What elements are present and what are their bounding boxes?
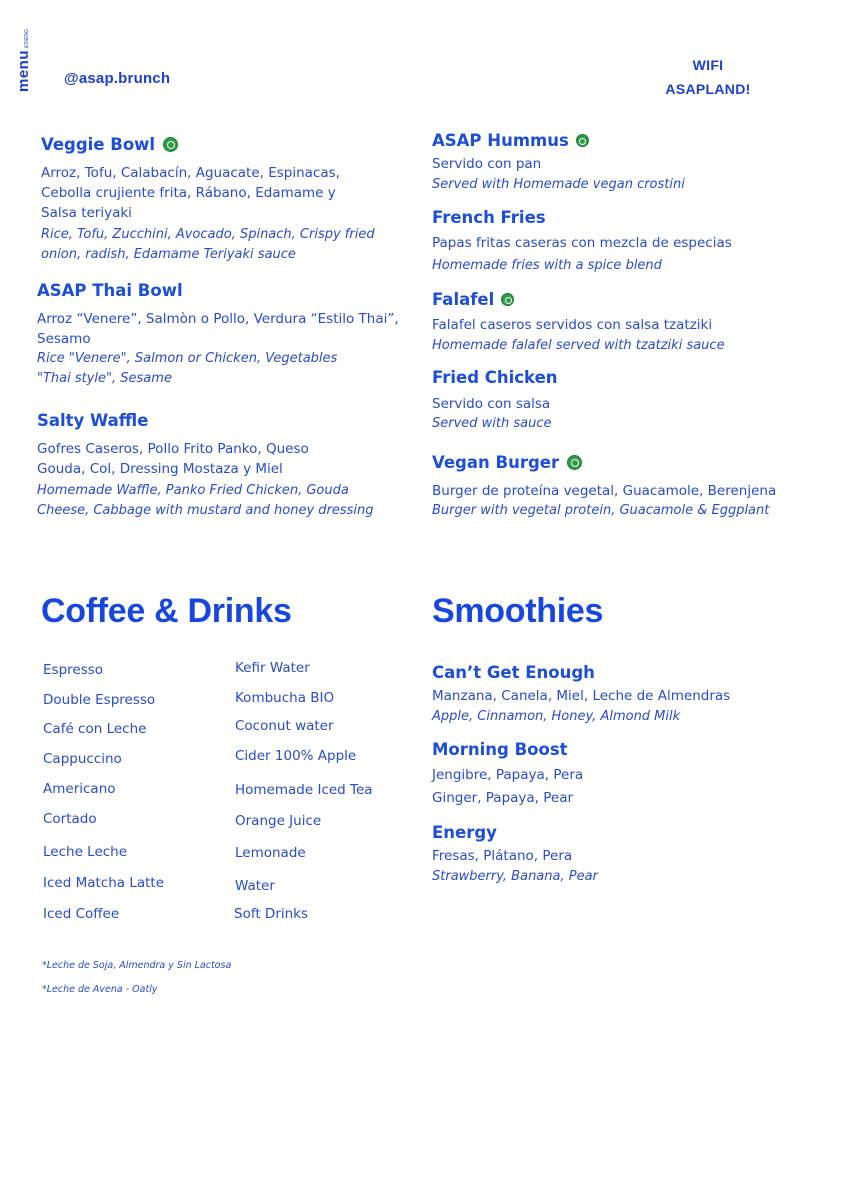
item-desc-es: Papas fritas caseras con mezcla de especias xyxy=(432,235,732,251)
item-desc-es: Arroz “Venere”, Salmòn o Pollo, Verdura “Estilo Thai”, Sesamo xyxy=(37,311,399,347)
item-title: ASAP Hummus xyxy=(432,131,589,150)
item-desc-en: Rice, Tofu, Zucchini, Avocado, Spinach, Crispy fried onion, radish, Edamame Teriyaki sauce xyxy=(41,227,375,262)
drink-item: Soft Drinks xyxy=(234,906,309,922)
smoothie-desc-es: Fresas, Plátano, Pera xyxy=(432,848,573,864)
smoothie-title: Energy xyxy=(432,823,497,842)
brand-sub: ES/ENG xyxy=(24,29,30,48)
drink-item: Homemade Iced Tea xyxy=(235,782,373,798)
wifi-info xyxy=(648,53,768,101)
drink-item: Kombucha BIO xyxy=(235,690,335,706)
drink-item: Leche Leche xyxy=(43,844,128,860)
drink-item: Iced Matcha Latte xyxy=(43,875,165,891)
item-desc-es: Gofres Caseros, Pollo Frito Panko, Queso Gouda, Col, Dressing Mostaza y Miel xyxy=(37,441,309,477)
drink-item: Cappuccino xyxy=(43,751,122,767)
food-item xyxy=(41,135,178,154)
coffee-section-title: Coffee & Drinks xyxy=(41,592,292,630)
vegan-leaf-icon xyxy=(567,455,582,470)
smoothie-desc-en: Apple, Cinnamon, Honey, Almond Milk xyxy=(432,709,681,724)
item-desc-es: Burger de proteína vegetal, Guacamole, Berenjena xyxy=(432,483,777,499)
drink-item: Café con Leche xyxy=(43,721,147,737)
item-desc-en: Homemade fries with a spice blend xyxy=(432,258,662,273)
brand-word: menu xyxy=(15,49,32,92)
drink-item: Espresso xyxy=(43,662,104,678)
drink-item: Cortado xyxy=(43,811,97,827)
vegan-leaf-icon xyxy=(501,293,514,306)
item-desc-es: Falafel caseros servidos con salsa tzatziki xyxy=(432,317,713,333)
smoothie-title: Can’t Get Enough xyxy=(432,663,595,682)
item-desc-en: Homemade Waffle, Panko Fried Chicken, Gouda Cheese, Cabbage with mustard and honey dressing xyxy=(37,483,374,518)
vegan-leaf-icon xyxy=(163,137,178,152)
wifi-label: WIFI xyxy=(692,57,724,73)
milk-note: *Leche de Soja, Almendra y Sin Lactosa xyxy=(42,960,232,971)
item-title: ASAP Thai Bowl xyxy=(37,281,183,300)
drink-item: Orange Juice xyxy=(235,813,322,829)
smoothie-desc-en: Strawberry, Banana, Pear xyxy=(432,869,598,884)
item-title: Veggie Bowl xyxy=(41,135,178,154)
item-title: French Fries xyxy=(432,208,546,227)
item-desc-es: Servido con salsa xyxy=(432,396,551,412)
item-title: Fried Chicken xyxy=(432,368,558,387)
milk-note: *Leche de Avena - Oatly xyxy=(42,984,158,995)
drink-item: Double Espresso xyxy=(43,692,156,708)
item-desc-en: Homemade falafel served with tzatziki sauce xyxy=(432,338,725,353)
brand-logo xyxy=(13,16,47,96)
wifi-name: ASAPLAND! xyxy=(665,81,751,97)
item-desc-es: Servido con pan xyxy=(432,156,542,172)
vegan-leaf-icon xyxy=(576,134,589,147)
item-desc-en: Rice "Venere", Salmon or Chicken, Vegetables "Thai style", Sesame xyxy=(37,351,338,386)
smoothies-section-title: Smoothies xyxy=(432,592,604,630)
item-desc-es: Arroz, Tofu, Calabacín, Aguacate, Espinacas, Cebolla crujiente frita, Rábano, Edamame y Salsa teriyaki xyxy=(41,165,340,221)
smoothie-title: Morning Boost xyxy=(432,740,568,759)
item-desc-en: Served with Homemade vegan crostini xyxy=(432,177,685,192)
drink-item: Cider 100% Apple xyxy=(235,748,357,764)
drink-item: Water xyxy=(235,878,275,894)
drink-item: Iced Coffee xyxy=(43,906,120,922)
item-title: Salty Waffle xyxy=(37,411,149,430)
instagram-handle: @asap.brunch xyxy=(64,70,171,87)
drink-item: Coconut water xyxy=(235,718,334,734)
smoothie-desc-es: Manzana, Canela, Miel, Leche de Almendras xyxy=(432,688,731,704)
smoothie-desc-en: Ginger, Papaya, Pear xyxy=(432,790,574,806)
item-title: Falafel xyxy=(432,290,514,309)
drink-item: Americano xyxy=(43,781,116,797)
item-title: Vegan Burger xyxy=(432,453,582,472)
smoothie-desc-es: Jengibre, Papaya, Pera xyxy=(432,767,584,783)
item-desc-en: Burger with vegetal protein, Guacamole & Eggplant xyxy=(432,503,770,518)
drink-item: Kefir Water xyxy=(235,660,310,676)
item-desc-en: Served with sauce xyxy=(432,416,552,431)
drink-item: Lemonade xyxy=(235,845,306,861)
